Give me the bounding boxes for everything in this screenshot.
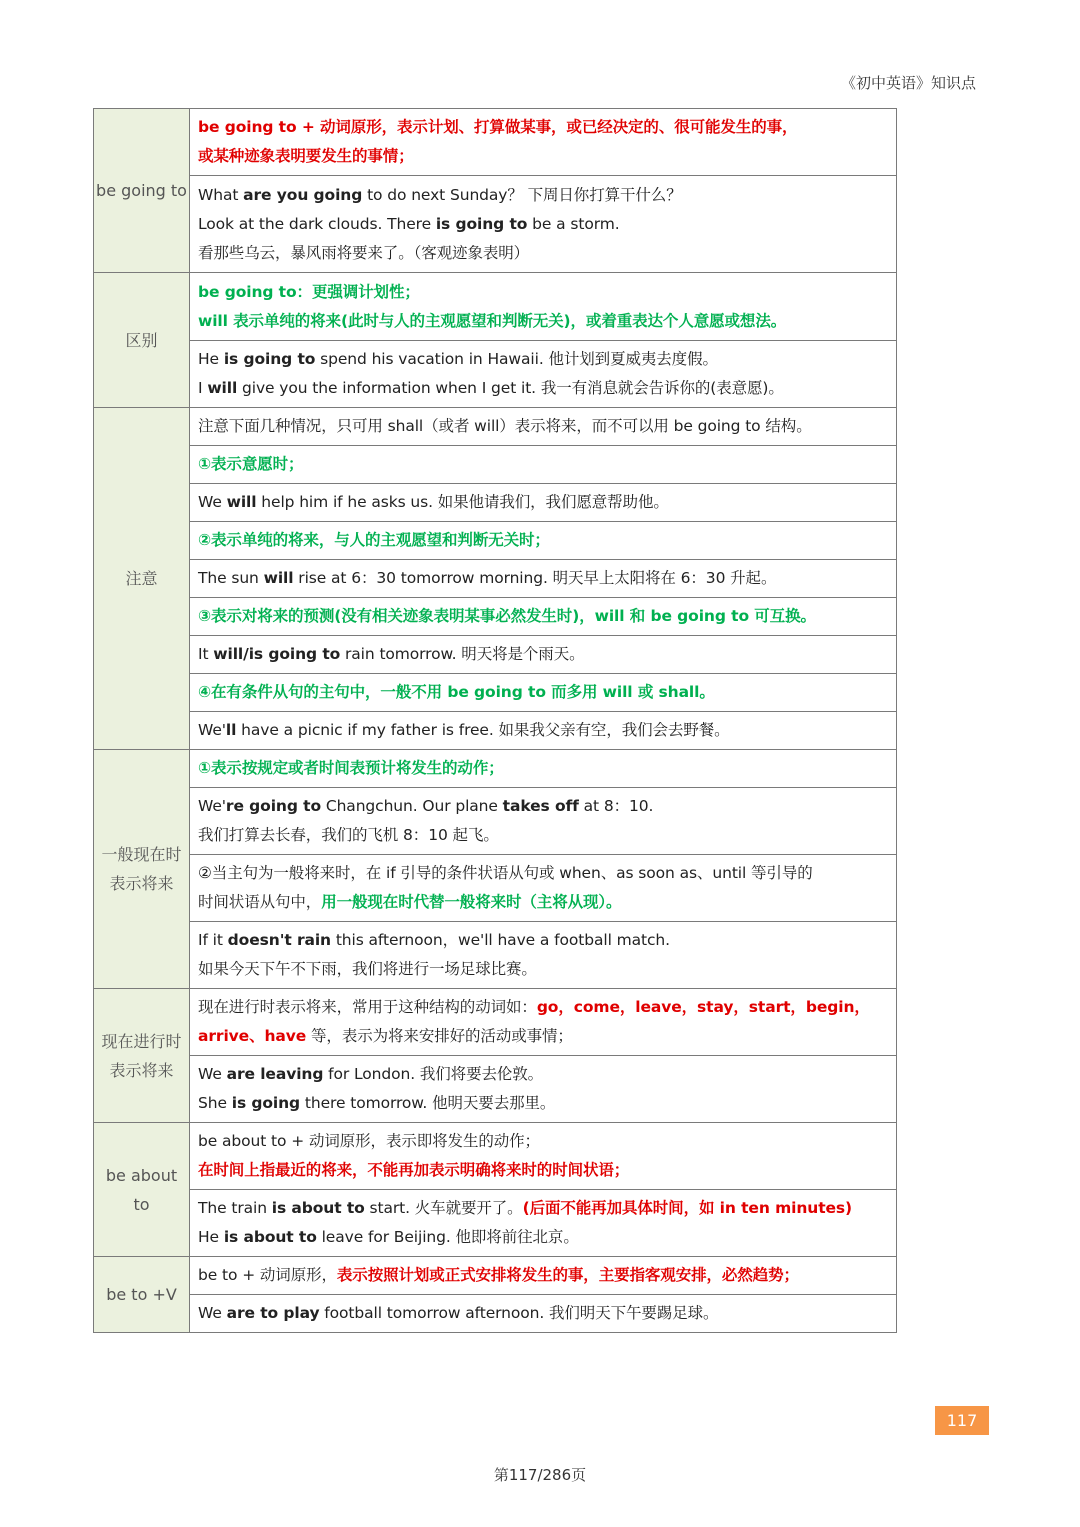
table-row	[94, 408, 897, 446]
content-cell	[190, 341, 897, 408]
text-segment: ②当主句为一般将来时，在 if 引导的条件状语从句或 when、as soon as、until 等引导的	[198, 864, 813, 882]
text-segment: 时间状语从句中，	[198, 893, 322, 911]
table-row	[94, 484, 897, 522]
grammar-table-body	[94, 109, 897, 1333]
text-segment: are you going	[243, 185, 363, 204]
text-segment: I	[198, 379, 208, 397]
content-cell	[190, 989, 897, 1056]
text-segment: be about to + 动词原形，表示即将发生的动作；	[198, 1132, 540, 1150]
text-segment: be to + 动词原形，	[198, 1266, 337, 1284]
content-cell	[190, 674, 897, 712]
content-line	[198, 678, 888, 707]
text-segment: takes off	[502, 797, 579, 815]
content-cell	[190, 1295, 897, 1333]
table-row	[94, 560, 897, 598]
content-cell	[190, 484, 897, 522]
content-cell	[190, 922, 897, 989]
content-line	[198, 1194, 888, 1223]
text-segment: to do next Sunday？ 下周日你打算干什么？	[362, 185, 682, 204]
content-cell	[190, 1056, 897, 1123]
text-segment: is going to	[223, 350, 316, 368]
text-segment: will	[207, 379, 238, 397]
content-line	[198, 859, 888, 888]
grammar-table	[93, 108, 897, 1333]
content-line	[198, 1022, 888, 1051]
text-segment: rise at 6：30 tomorrow morning. 明天早上太阳将在 6：30 升起。	[293, 569, 777, 587]
content-line	[198, 181, 888, 210]
text-segment: start. 火车就要开了。	[364, 1199, 523, 1217]
content-line	[198, 564, 888, 593]
text-segment: Changchun. Our plane	[321, 797, 503, 815]
text-segment: 如果今天下午不下雨，我们将进行一场足球比赛。	[198, 960, 537, 978]
content-cell	[190, 109, 897, 176]
content-line	[198, 1299, 888, 1328]
text-segment: is going	[231, 1094, 301, 1112]
text-segment: What	[198, 185, 244, 204]
content-line	[198, 1127, 888, 1156]
content-line	[198, 1261, 888, 1290]
content-cell	[190, 176, 897, 273]
text-segment: 在时间上指最近的将来，不能再加表示明确将来时的时间状语；	[198, 1161, 630, 1179]
text-segment: ll	[225, 721, 237, 739]
content-cell	[190, 598, 897, 636]
content-line	[198, 1089, 888, 1118]
text-segment: for London. 我们将要去伦敦。	[323, 1065, 544, 1083]
content-line	[198, 450, 888, 479]
content-line	[198, 278, 888, 307]
content-line	[198, 792, 888, 821]
text-segment: is about to	[271, 1199, 365, 1217]
table-row	[94, 922, 897, 989]
content-line	[198, 307, 888, 336]
document-header-title: 《初中英语》知识点	[840, 74, 976, 92]
table-row	[94, 1257, 897, 1295]
section-label: 区别	[94, 273, 190, 408]
table-row	[94, 446, 897, 484]
text-segment: be a storm.	[527, 214, 620, 233]
content-cell	[190, 408, 897, 446]
section-label: be about to	[94, 1123, 190, 1257]
content-cell	[190, 446, 897, 484]
text-segment: this afternoon，we'll have a football match.	[331, 931, 670, 949]
table-row	[94, 788, 897, 855]
table-row	[94, 273, 897, 341]
text-segment: 用一般现在时代替一般将来时（主将从现）。	[321, 893, 622, 911]
text-segment: be going to：更强调计划性；	[198, 282, 420, 301]
section-label: 一般现在时表示将来	[94, 750, 190, 989]
text-segment: 或某种迹象表明要发生的事情；	[198, 147, 414, 165]
text-segment: there tomorrow. 他明天要去那里。	[300, 1094, 556, 1112]
text-segment: go，come，leave，stay，start，begin，	[536, 998, 870, 1016]
content-line	[198, 239, 888, 268]
content-line	[198, 526, 888, 555]
text-segment: give you the information when I get it. 我一有消息就会告诉你的(表意愿)。	[237, 379, 784, 397]
text-segment: 看那些乌云，暴风雨将要来了。（客观迹象表明）	[198, 243, 530, 262]
content-line	[198, 993, 888, 1022]
text-segment: 我们打算去长春，我们的飞机 8：10 起飞。	[198, 826, 499, 844]
table-row	[94, 1295, 897, 1333]
content-line	[198, 488, 888, 517]
text-segment: ④在有条件从句的主句中，一般不用 be going to 而多用 will 或 shall。	[198, 683, 715, 701]
text-segment: re going to	[225, 797, 322, 815]
text-segment: The train	[198, 1199, 272, 1217]
text-segment: We	[198, 493, 227, 511]
text-segment: 现在进行时表示将来，常用于这种结构的动词如：	[198, 998, 537, 1016]
text-segment: (后面不能再加具体时间，如 in ten minutes)	[522, 1199, 853, 1217]
content-line	[198, 1223, 888, 1252]
table-row	[94, 855, 897, 922]
content-cell	[190, 712, 897, 750]
text-segment: football tomorrow afternoon. 我们明天下午要踢足球。	[319, 1304, 719, 1322]
text-segment: is about to	[223, 1228, 317, 1246]
text-segment: ①表示按规定或者时间表预计将发生的动作；	[198, 759, 504, 777]
content-line	[198, 374, 888, 403]
content-cell	[190, 855, 897, 922]
text-segment: Look at the dark clouds. There	[198, 214, 436, 233]
text-segment: be going to + 动词原形，表示计划、打算做某事，或已经决定的、很可能发生的事，	[198, 118, 798, 136]
text-segment: arrive、have	[198, 1027, 307, 1045]
table-row	[94, 598, 897, 636]
content-cell	[190, 273, 897, 341]
text-segment: ③表示对将来的预测(没有相关迹象表明某事必然发生时)，will 和 be going to 可互换。	[198, 607, 816, 625]
text-segment: are leaving	[226, 1065, 324, 1083]
table-row	[94, 674, 897, 712]
section-label: 注意	[94, 408, 190, 750]
content-line	[198, 821, 888, 850]
section-label: be to +V	[94, 1257, 190, 1333]
table-row	[94, 636, 897, 674]
text-segment: We'	[198, 797, 226, 815]
table-row	[94, 1123, 897, 1190]
text-segment: at 8：10.	[578, 797, 654, 815]
content-cell	[190, 522, 897, 560]
content-line	[198, 412, 888, 441]
section-label: 现在进行时表示将来	[94, 989, 190, 1123]
page-footer: 第117/286页	[493, 1466, 587, 1484]
text-segment: 注意下面几种情况，只可用 shall（或者 will）表示将来，而不可以用 be going to 结构。	[198, 417, 812, 435]
content-line	[198, 142, 888, 171]
content-cell	[190, 1123, 897, 1190]
content-line	[198, 1156, 888, 1185]
text-segment: He	[198, 1228, 224, 1246]
text-segment: are to play	[226, 1304, 320, 1322]
content-line	[198, 602, 888, 631]
table-row	[94, 712, 897, 750]
text-segment: 表示按照计划或正式安排将发生的事，主要指客观安排，必然趋势；	[336, 1266, 799, 1284]
text-segment: We'	[198, 721, 226, 739]
table-row	[94, 989, 897, 1056]
table-row	[94, 176, 897, 273]
text-segment: 等，表示为将来安排好的活动或事情；	[306, 1027, 573, 1045]
content-line	[198, 210, 888, 239]
text-segment: will	[263, 569, 294, 587]
content-line	[198, 113, 888, 142]
text-segment: is going to	[435, 214, 528, 233]
text-segment: ①表示意愿时；	[198, 455, 304, 473]
text-segment: spend his vacation in Hawaii. 他计划到夏威夷去度假。	[315, 350, 718, 368]
section-label: be going to	[94, 109, 190, 273]
table-row	[94, 522, 897, 560]
text-segment: will/is going to	[213, 645, 341, 663]
content-cell	[190, 636, 897, 674]
table-row	[94, 1190, 897, 1257]
content-line	[198, 640, 888, 669]
text-segment: The sun	[198, 569, 264, 587]
text-segment: We	[198, 1065, 227, 1083]
text-segment: If it	[198, 931, 228, 949]
page-number-badge: 117	[935, 1406, 989, 1435]
content-line	[198, 955, 888, 984]
content-cell	[190, 750, 897, 788]
text-segment: He	[198, 350, 224, 368]
content-line	[198, 716, 888, 745]
table-row	[94, 750, 897, 788]
text-segment: rain tomorrow. 明天将是个雨天。	[340, 645, 585, 663]
text-segment: doesn't rain	[227, 931, 331, 949]
text-segment: help him if he asks us. 如果他请我们，我们愿意帮助他。	[256, 493, 669, 511]
content-line	[198, 888, 888, 917]
text-segment: It	[198, 645, 214, 663]
content-cell	[190, 1190, 897, 1257]
text-segment: leave for Beijing. 他即将前往北京。	[316, 1228, 579, 1246]
text-segment: will	[226, 493, 257, 511]
table-row	[94, 1056, 897, 1123]
content-line	[198, 345, 888, 374]
content-cell	[190, 788, 897, 855]
content-line	[198, 754, 888, 783]
table-row	[94, 109, 897, 176]
text-segment: We	[198, 1304, 227, 1322]
content-line	[198, 926, 888, 955]
content-line	[198, 1060, 888, 1089]
text-segment: ②表示单纯的将来，与人的主观愿望和判断无关时；	[198, 531, 550, 549]
text-segment: will 表示单纯的将来(此时与人的主观愿望和判断无关)，或着重表达个人意愿或想法。	[198, 311, 787, 330]
content-cell	[190, 560, 897, 598]
table-row	[94, 341, 897, 408]
text-segment: She	[198, 1094, 232, 1112]
content-cell	[190, 1257, 897, 1295]
text-segment: have a picnic if my father is free. 如果我父亲有空，我们会去野餐。	[236, 721, 730, 739]
